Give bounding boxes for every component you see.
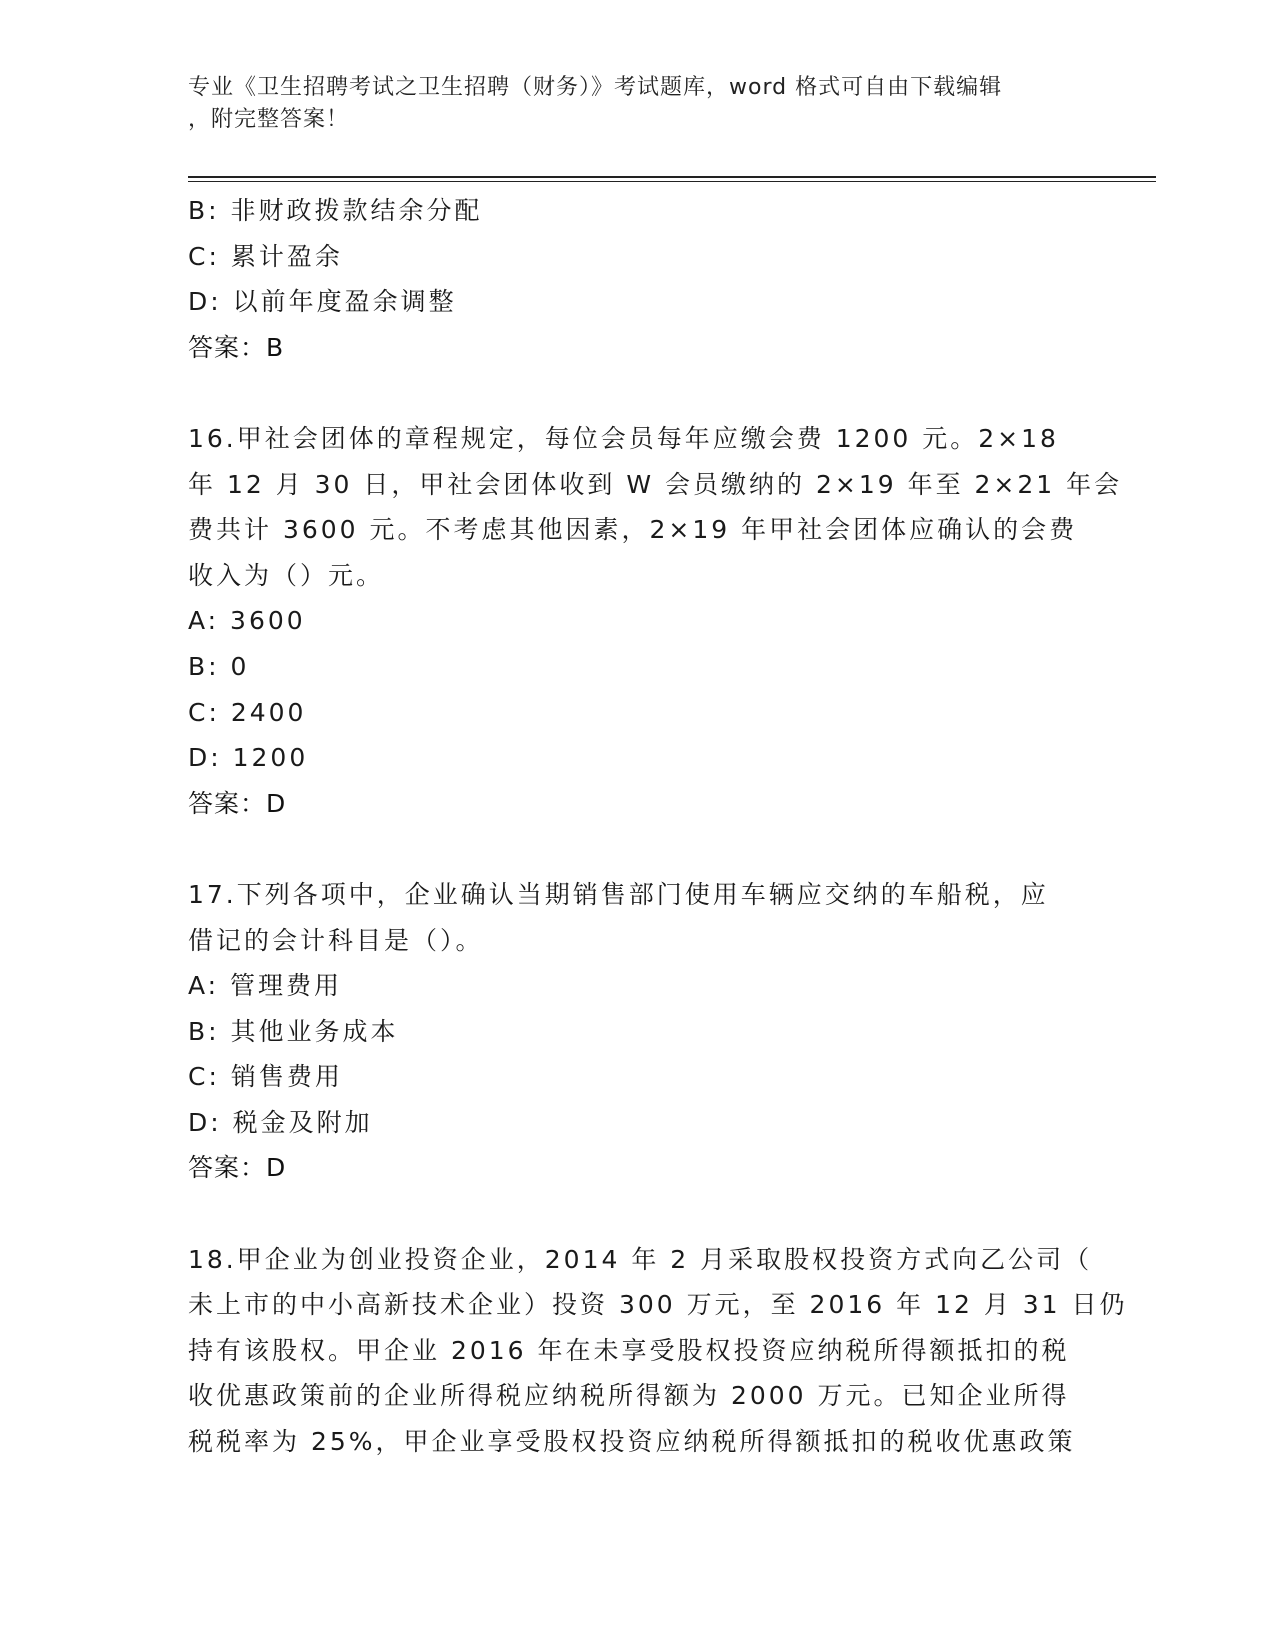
question-stem-line: 17.下列各项中，企业确认当期销售部门使用车辆应交纳的车船税，应 <box>188 879 1049 909</box>
option-a: A: 管理费用 <box>188 971 343 1001</box>
question-stem-line: 未上市的中小高新技术企业）投资 300 万元，至 2016 年 12 月 31 日仍 <box>188 1290 1128 1320</box>
header-divider-thin <box>188 181 1156 182</box>
question-15 <box>188 188 1088 370</box>
answer-label: 答案：B <box>188 332 285 362</box>
spacer <box>188 1191 1088 1237</box>
answer-label: 答案：D <box>188 788 287 818</box>
question-17 <box>188 872 1088 1191</box>
question-stem-line: 16.甲社会团体的章程规定，每位会员每年应缴会费 1200 元。2×18 <box>188 423 1059 453</box>
option-c: C: 销售费用 <box>188 1062 343 1092</box>
question-stem-line: 费共计 3600 元。不考虑其他因素，2×19 年甲社会团体应确认的会费 <box>188 515 1078 545</box>
question-16 <box>188 416 1123 826</box>
option-c: C: 2400 <box>188 697 307 727</box>
option-a: A: 3600 <box>188 606 306 636</box>
spacer <box>188 826 1088 872</box>
option-c: C: 累计盈余 <box>188 241 343 271</box>
answer-label: 答案：D <box>188 1153 287 1183</box>
question-stem-line: 持有该股权。甲企业 2016 年在未享受股权投资应纳税所得额抵扣的税 <box>188 1335 1070 1365</box>
question-content <box>188 188 1128 1465</box>
option-b: B: 非财政拨款结余分配 <box>188 196 483 225</box>
option-b: B: 其他业务成本 <box>188 1016 399 1046</box>
page-header <box>188 72 1068 136</box>
header-line-2: ，附完整答案！ <box>188 107 350 132</box>
option-d: D: 1200 <box>188 743 309 773</box>
option-b: B: 0 <box>188 651 250 681</box>
question-18 <box>188 1237 1128 1465</box>
spacer <box>188 370 1088 416</box>
question-stem-line: 收优惠政策前的企业所得税应纳税所得额为 2000 万元。已知企业所得 <box>188 1381 1070 1411</box>
option-d: D: 税金及附加 <box>188 1107 373 1137</box>
question-stem-line: 18.甲企业为创业投资企业，2014 年 2 月采取股权投资方式向乙公司（ <box>188 1244 1093 1274</box>
question-stem-line: 收入为（）元。 <box>188 560 385 590</box>
option-d: D: 以前年度盈余调整 <box>188 287 457 317</box>
question-stem-line: 年 12 月 30 日，甲社会团体收到 W 会员缴纳的 2×19 年至 2×21 年会 <box>188 469 1123 499</box>
header-line-1: 专业《卫生招聘考试之卫生招聘（财务）》考试题库，word 格式可自由下载编辑 <box>188 75 1003 100</box>
question-stem-line: 借记的会计科目是（）。 <box>188 925 484 955</box>
question-stem-line: 税税率为 25%，甲企业享受股权投资应纳税所得额抵扣的税收优惠政策 <box>188 1427 1076 1457</box>
header-divider <box>188 176 1156 178</box>
